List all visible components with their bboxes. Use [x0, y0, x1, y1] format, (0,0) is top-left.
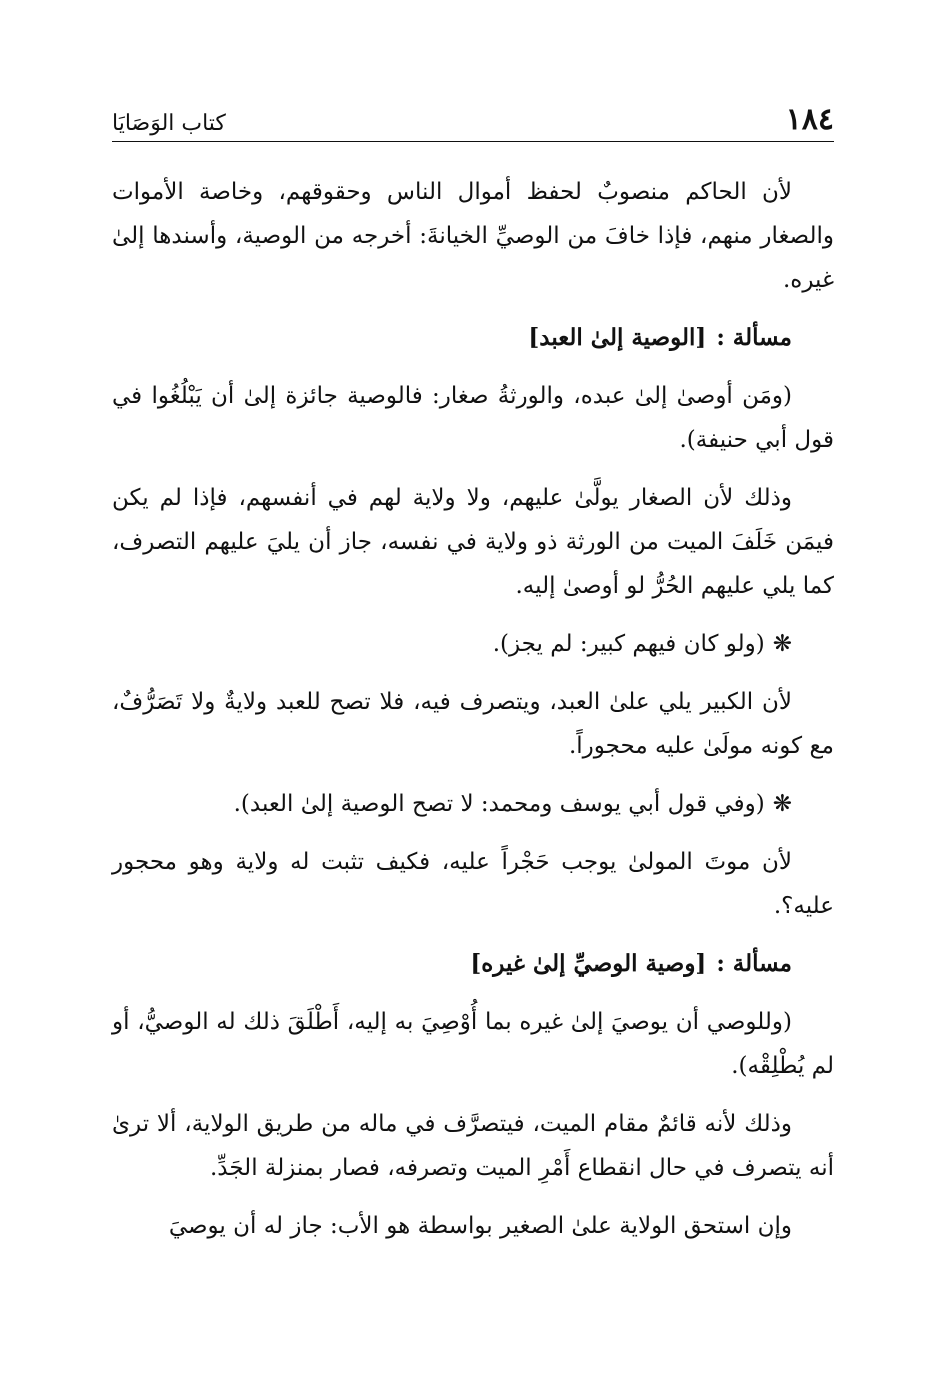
- book-title: كتاب الوَصَايَا: [112, 111, 226, 136]
- paragraph-9: وذلك لأنه قائمٌ مقام الميت، فيتصرَّف في ماله من طريق الولاية، ألا ترىٰ أنه يتصرف في حال انقطاع أَمْرِ الميت وتصرفه، فصار بمنزلة الجَدِّ.: [112, 1111, 834, 1181]
- heading-label: مسألة :: [716, 324, 792, 351]
- asterism-icon: ❋: [772, 791, 792, 817]
- asterism-icon: ❋: [772, 631, 792, 657]
- document-page: [112, 96, 834, 1336]
- heading-title: [وصية الوصيِّ إلىٰ غيره]: [470, 950, 707, 977]
- body-text: [112, 170, 834, 1248]
- paragraph-7: لأن موتَ المولىٰ يوجب حَجْراً عليه، فكيف تثبت له ولاية وهو محجور عليه؟.: [112, 849, 834, 919]
- section-heading-2: [112, 942, 834, 986]
- paragraph-6: [112, 782, 834, 826]
- paragraph-2: (ومَن أوصىٰ إلىٰ عبده، والورثةُ صغار: فالوصية جائزة إلىٰ أن يَبْلُغُوا في قول أبي حنيفة).: [112, 383, 834, 453]
- paragraph-3: وذلك لأن الصغار يولَّىٰ عليهم، ولا ولاية لهم في أنفسهم، فإذا لم يكن فيمَن خَلَفَ الميت من الورثة ذو ولاية في نفسه، جاز أن يليَ عليهم التصرف، كما يلي عليهم الحُرُّ لو أوصىٰ إليه.: [112, 485, 834, 599]
- paragraph-5: لأن الكبير يلي علىٰ العبد، ويتصرف فيه، فلا تصح للعبد ولايةٌ ولا تَصَرُّفٌ، مع كونه مولَىٰ عليه محجوراً.: [112, 689, 834, 759]
- paragraph-4: [112, 622, 834, 666]
- heading-label: مسألة :: [716, 950, 792, 977]
- paragraph-6-text: (وفي قول أبي يوسف ومحمد: لا تصح الوصية إلىٰ العبد).: [233, 791, 765, 817]
- paragraph-4-text: (ولو كان فيهم كبير: لم يجز).: [492, 631, 765, 657]
- paragraph-10: وإن استحق الولاية علىٰ الصغير بواسطة هو الأب: جاز له أن يوصيَ: [168, 1213, 792, 1239]
- paragraph-8: (وللوصي أن يوصيَ إلىٰ غيره بما أُوْصِيَ به إليه، أَطْلَقَ ذلك له الوصيُّ، أو لم يُطْلِقْه).: [112, 1009, 834, 1079]
- page-number: ١٨٤: [785, 102, 834, 137]
- paragraph-1: لأن الحاكم منصوبٌ لحفظ أموال الناس وحقوقهم، وخاصة الأموات والصغار منهم، فإذا خافَ من الوصيِّ الخيانةَ: أخرجه من الوصية، وأسندها إلىٰ غيره.: [112, 179, 834, 293]
- heading-title: [الوصية إلىٰ العبد]: [528, 324, 707, 351]
- section-heading-1: [112, 316, 834, 360]
- running-header: [112, 96, 834, 142]
